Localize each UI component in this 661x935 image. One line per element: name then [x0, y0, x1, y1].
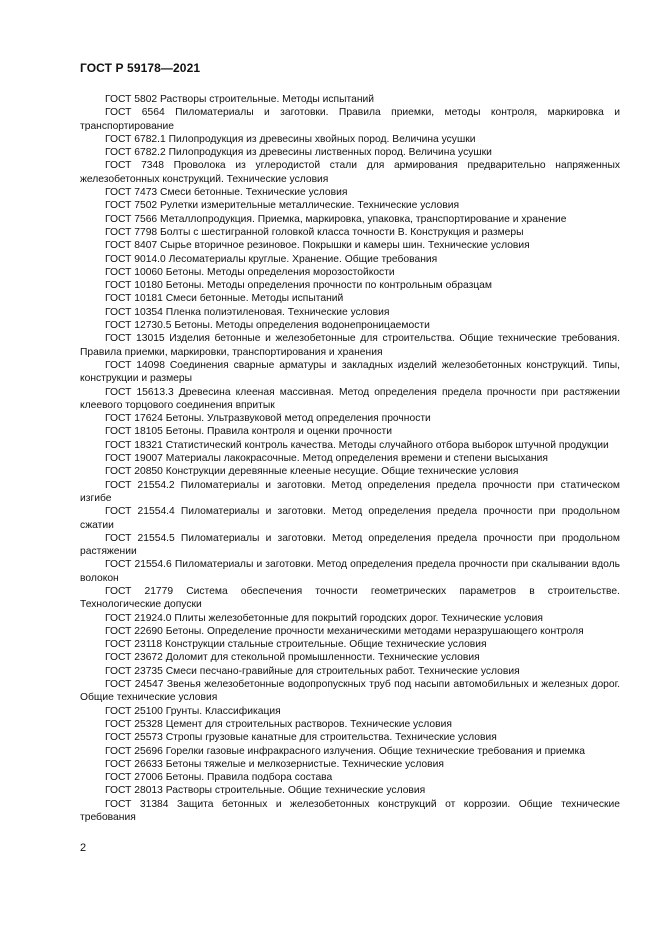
reference-item: ГОСТ 21554.2 Пиломатериалы и заготовки. Метод определения предела прочности при статическом изгибе	[80, 479, 620, 504]
reference-item: ГОСТ 25573 Стропы грузовые канатные для строительства. Технические условия	[105, 732, 497, 744]
reference-item: ГОСТ 7502 Рулетки измерительные металлические. Технические условия	[105, 200, 460, 212]
reference-item: ГОСТ 5802 Растворы строительные. Методы испытаний	[105, 94, 375, 105]
reference-item: ГОСТ 6782.1 Пилопродукция из древесины хвойных пород. Величина усушки	[105, 133, 476, 145]
reference-item: ГОСТ 21554.6 Пиломатериалы и заготовки. Метод определения предела прочности при скалывании вдоль волокон	[80, 559, 620, 584]
reference-item: ГОСТ 20850 Конструкции деревянные клееные несущие. Общие технические условия	[105, 466, 519, 478]
reference-item: ГОСТ 28013 Растворы строительные. Общие технические условия	[105, 785, 426, 797]
reference-item: ГОСТ 10060 Бетоны. Методы определения морозостойкости	[105, 266, 395, 278]
reference-item: ГОСТ 14098 Соединения сварные арматуры и закладных изделий железобетонных конструкций. Типы, конструкции и размеры	[80, 359, 620, 385]
reference-item: ГОСТ 6564 Пиломатериалы и заготовки. Правила приемки, методы контроля, маркировка и транспортирование	[80, 107, 620, 132]
reference-item: ГОСТ 6782.2 Пилопродукция из древесины лиственных пород. Величина усушки	[105, 147, 492, 159]
reference-item: ГОСТ 23735 Смеси песчано-гравийные для строительных работ. Технические условия	[105, 665, 520, 677]
reference-item: ГОСТ 13015 Изделия бетонные и железобетонные для строительства. Общие технические требования. Правила приемки, маркировки, транспортирования и хранения	[80, 333, 620, 358]
reference-item: ГОСТ 10354 Пленка полиэтиленовая. Технические условия	[105, 306, 390, 318]
reference-item: ГОСТ 7566 Металлопродукция. Приемка, маркировка, упаковка, транспортирование и хранение	[105, 213, 567, 225]
page-number: 2	[80, 842, 87, 854]
reference-item: ГОСТ 15613.3 Древесина клееная массивная. Метод определения предела прочности при растяжении клеевого торцового соединения впритык	[80, 386, 620, 411]
reference-item: ГОСТ 21554.5 Пиломатериалы и заготовки. Метод определения предела прочности при продольном растяжении	[80, 532, 620, 558]
reference-item: ГОСТ 9014.0 Лесоматериалы круглые. Хранение. Общие требования	[105, 253, 438, 265]
reference-item: ГОСТ 8407 Сырье вторичное резиновое. Покрышки и камеры шин. Технические условия	[105, 240, 530, 252]
reference-item: ГОСТ 23672 Доломит для стекольной промышленности. Технические условия	[105, 652, 480, 664]
reference-item: ГОСТ 21779 Система обеспечения точности геометрических параметров в строительстве. Технологические допуски	[80, 585, 620, 611]
reference-item: ГОСТ 10180 Бетоны. Методы определения прочности по контрольным образцам	[105, 280, 492, 292]
reference-item: ГОСТ 25328 Цемент для строительных растворов. Технические условия	[105, 718, 452, 730]
reference-item: ГОСТ 25100 Грунты. Классификация	[105, 705, 281, 717]
reference-item: ГОСТ 10181 Смеси бетонные. Методы испытаний	[105, 293, 344, 305]
reference-item: ГОСТ 12730.5 Бетоны. Методы определения водонепроницаемости	[105, 320, 430, 332]
normative-references-list	[80, 93, 620, 824]
reference-item: ГОСТ 21924.0 Плиты железобетонные для покрытий городских дорог. Технические условия	[105, 612, 543, 624]
reference-item: ГОСТ 25696 Горелки газовые инфракрасного излучения. Общие технические требования и приемка	[105, 745, 585, 757]
reference-item: ГОСТ 18321 Статистический контроль качества. Методы случайного отбора выборок штучной продукции	[105, 439, 609, 451]
reference-item: ГОСТ 17624 Бетоны. Ультразвуковой метод определения прочности	[105, 413, 431, 425]
reference-item: ГОСТ 22690 Бетоны. Определение прочности механическими методами неразрушающего контроля	[105, 625, 584, 637]
reference-item: ГОСТ 31384 Защита бетонных и железобетонных конструкций от коррозии. Общие технические требования	[80, 798, 620, 824]
reference-item: ГОСТ 24547 Звенья железобетонные водопропускных труб под насыпи автомобильных и железных дорог. Общие технические условия	[80, 679, 620, 704]
reference-item: ГОСТ 19007 Материалы лакокрасочные. Метод определения времени и степени высыхания	[105, 453, 548, 465]
reference-item: ГОСТ 26633 Бетоны тяжелые и мелкозернистые. Технические условия	[105, 758, 444, 770]
reference-item: ГОСТ 7348 Проволока из углеродистой стали для армирования предварительно напряженных железобетонных конструкций. Технические условия	[80, 160, 620, 185]
reference-item: ГОСТ 7798 Болты с шестигранной головкой класса точности В. Конструкция и размеры	[105, 226, 524, 238]
reference-item: ГОСТ 27006 Бетоны. Правила подбора состава	[105, 772, 333, 784]
reference-item: ГОСТ 23118 Конструкции стальные строительные. Общие технические условия	[105, 639, 487, 651]
reference-item: ГОСТ 21554.4 Пиломатериалы и заготовки. Метод определения предела прочности при продольном сжатии	[80, 506, 620, 531]
reference-item: ГОСТ 18105 Бетоны. Правила контроля и оценки прочности	[105, 426, 392, 438]
reference-item: ГОСТ 7473 Смеси бетонные. Технические условия	[105, 187, 348, 199]
document-header: ГОСТ Р 59178—2021	[80, 61, 201, 75]
